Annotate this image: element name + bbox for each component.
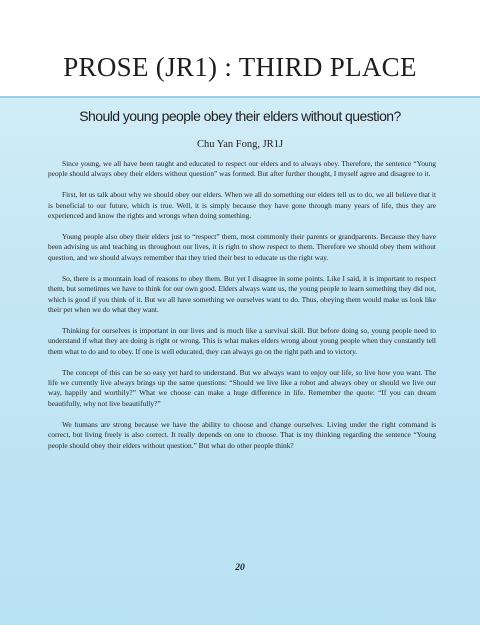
panel-divider: [0, 96, 480, 98]
essay-body: [48, 159, 436, 461]
paragraph: Thinking for ourselves is important in our lives and is much like a survival skill. But before doing so, young people need to understand if what they are doing is right or wrong. This is what makes elders wrong about young people when they constantly tell them what to do and to obey. If one is well educated, they can always go on the right path and to victory.: [48, 325, 436, 356]
paragraph: Since young, we all have been taught and educated to respect our elders and to always obey. Therefore, the sentence “Young people should always obey their elders without question” was formed. But after further thought, I myself agree and disagree to it.: [48, 159, 436, 179]
essay-question: Should young people obey their elders without question?: [79, 108, 401, 124]
paragraph: We humans are strong because we have the ability to choose and change ourselves. Living under the right command is correct, but living freely is also correct. It really depends on one to choose. That is my thinking regarding the sentence “Young people should obey their elders without question.” But what do other people think?: [48, 419, 436, 450]
paragraph: First, let us talk about why we should obey our elders. When we all do something our elders tell us to do, we all believe that it is beneficial to our future, which is true. Well, it is simply because they have gone through many years of life, thus they are experienced and know the rights and wrongs when doing something.: [48, 190, 436, 221]
paragraph: So, there is a mountain load of reasons to obey them. But yet I disagree in some points. Like I said, it is important to respect them, but sometimes we have to think for our own good. Elders always want us, the young people to learn something they did not, which is good if you think of it. But we all have something we ourselves want to do. Thus, obeying them would make us look like their pet when we do what they want.: [48, 273, 436, 314]
paragraph: The concept of this can be so easy yet hard to understand. But we always want to enjoy our life, so live how you want. The life we currently live always brings up the same questions: “Should we live like a robot and always obey or should we live our way, happily and worthily?” What we choose can make a huge difference in life. Remember the quote: “If you can dream beautifully, why not live beautifully?”: [48, 367, 436, 408]
paragraph: Young people also obey their elders just to “respect” them, most commonly their parents or grandparents. Because they have been advising us and teaching us throughout our lives, it is right to show respect to them. Therefore we should obey them without question, and we should always remember that they tried their best to educate us the right way.: [48, 232, 436, 262]
author-byline: Chu Yan Fong, JR1J: [196, 139, 284, 150]
page-title: PROSE (JR1) : THIRD PLACE: [63, 52, 417, 82]
page-number: 20: [235, 563, 245, 573]
